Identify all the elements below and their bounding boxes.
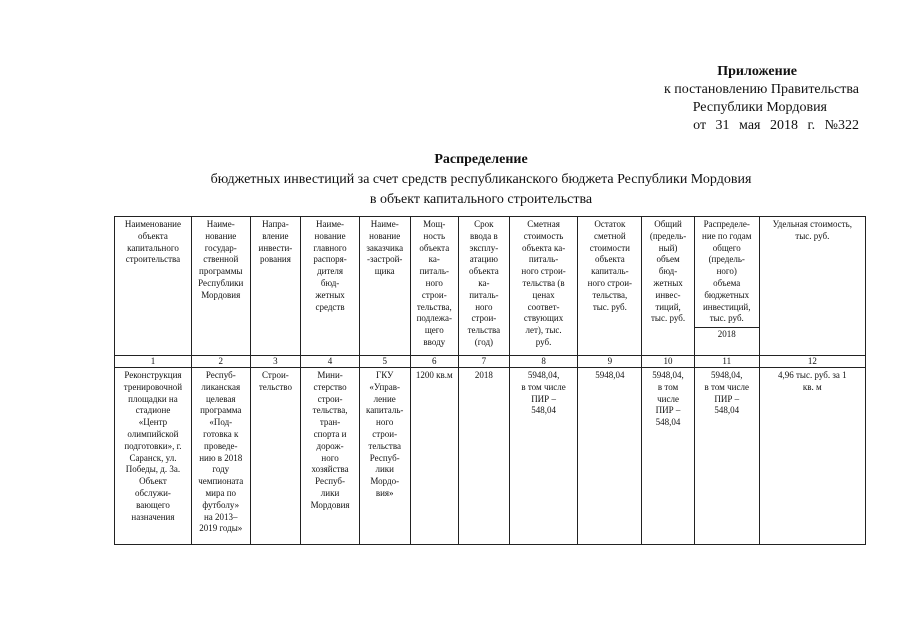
header-cell-10	[642, 217, 695, 356]
cell-line: Реконструкция	[124, 370, 182, 380]
cell-line: тыс. руб.	[651, 313, 686, 324]
cell-line: (год)	[474, 336, 494, 347]
cell-line: Удельная стоимость,	[772, 219, 852, 229]
cell-line: нование	[314, 230, 346, 241]
cell-line: -застрой-	[367, 254, 403, 265]
header-cell-8	[509, 217, 578, 356]
data-cell-3	[250, 368, 301, 545]
cell-line: Распределе-	[703, 219, 750, 229]
data-cell-1	[115, 368, 192, 545]
cell-line: Саранск, ул.	[129, 452, 177, 463]
cell-line: бюджетных	[704, 289, 750, 300]
cell-line: Мини-	[317, 370, 343, 380]
cell-line: ного строи-	[587, 277, 633, 288]
cell-line: мира по	[205, 487, 237, 498]
cell-line: тран-	[319, 417, 341, 428]
cell-line: «Центр	[138, 417, 168, 428]
cell-line: площадки на	[128, 393, 178, 404]
header-cell-5	[359, 217, 410, 356]
table-number-row	[115, 356, 866, 368]
cell-line: 548,04	[531, 405, 556, 416]
cell-line: сметной	[593, 230, 626, 241]
cell-line: 548,04	[714, 405, 740, 416]
cell-line: тельства (в	[522, 277, 565, 288]
cell-line: вводу	[423, 336, 446, 347]
cell-line: году	[212, 464, 230, 475]
cell-line: тыс. руб.	[592, 301, 627, 312]
cell-line: тыс. руб.	[795, 230, 830, 241]
cell-line: Респуб-	[369, 452, 400, 463]
cell-line: объекта	[594, 254, 625, 265]
cell-line: тельства,	[592, 289, 628, 300]
cell-line: вия»	[375, 487, 394, 498]
cell-line: ПИР –	[655, 405, 681, 416]
cell-line: Наиме-	[370, 219, 399, 229]
cell-line: стоимость	[523, 230, 564, 241]
cell-line: числе	[657, 393, 679, 404]
cell-line: Срок	[474, 219, 494, 229]
distribution-table	[114, 216, 866, 545]
cell-line: нование	[205, 230, 237, 241]
cell-line: ного	[321, 452, 339, 463]
cell-line: объем	[656, 254, 680, 265]
cell-line: футболу»	[202, 499, 240, 510]
column-number-2: 2	[191, 356, 250, 368]
cell-line: Наиме-	[316, 219, 345, 229]
cell-line: строи-	[372, 428, 398, 439]
table-row	[115, 368, 866, 545]
cell-line: государ-	[204, 242, 237, 253]
cell-line: Строи-	[262, 370, 289, 380]
cell-line: Мордовия	[201, 289, 241, 300]
cell-line: тельства,	[312, 405, 348, 416]
cell-line: Сметная	[527, 219, 560, 229]
appendix-title: Приложение	[717, 64, 797, 79]
cell-line: в том числе	[521, 381, 566, 392]
column-number-12: 12	[759, 356, 865, 368]
title-main: Распределение	[434, 152, 528, 167]
cell-line: Объект	[139, 476, 167, 487]
cell-line: вающего	[136, 499, 170, 510]
cell-line: вление	[262, 230, 289, 241]
cell-line: 5948,04,	[710, 370, 743, 380]
column-number-7: 7	[459, 356, 510, 368]
cell-line: тыс. руб.	[709, 313, 744, 324]
cell-line: дорож-	[316, 440, 344, 451]
cell-line: ка-	[428, 254, 440, 265]
cell-line: 548,04	[655, 417, 681, 428]
cell-line: атацию	[469, 254, 498, 265]
year-subheader: 2018	[695, 327, 759, 341]
cell-line: питаль-	[528, 254, 559, 265]
cell-line: ного	[475, 301, 493, 312]
cell-line: питаль-	[469, 289, 499, 300]
cell-line: капиталь-	[365, 405, 404, 416]
cell-line: подлежа-	[416, 313, 452, 324]
cell-line: ликанская	[201, 381, 241, 392]
header-cell-7	[459, 217, 510, 356]
cell-line: «Под-	[209, 417, 233, 428]
cell-line: ного	[425, 277, 443, 288]
column-number-6: 6	[410, 356, 459, 368]
cell-line: ценах	[532, 289, 555, 300]
cell-line: капитального	[127, 242, 179, 253]
cell-line: строи-	[471, 313, 497, 324]
cell-line: нование	[369, 230, 401, 241]
cell-line: тельства	[467, 325, 501, 336]
column-number-11: 11	[694, 356, 759, 368]
cell-line: лики	[375, 464, 394, 475]
header-cell-6	[410, 217, 459, 356]
cell-line: распоря-	[313, 254, 347, 265]
cell-line: эксплу-	[469, 242, 499, 253]
cell-line: ПИР –	[714, 393, 740, 404]
cell-line: стадионе	[135, 405, 171, 416]
cell-line: руб.	[535, 336, 552, 347]
cell-line: ность	[423, 230, 446, 241]
cell-line: обслужи-	[134, 487, 171, 498]
cell-line: подготовки», г.	[124, 440, 182, 451]
cell-line: объема	[713, 277, 741, 288]
header-cell-11	[694, 217, 759, 356]
data-cell-11	[694, 368, 759, 545]
cell-line: тельства,	[416, 301, 452, 312]
cell-line: лет), тыс.	[525, 325, 562, 336]
cell-line: жетных	[653, 277, 683, 288]
cell-line: (предель-	[649, 230, 687, 241]
cell-line: ПИР –	[531, 393, 556, 404]
data-cell-2	[191, 368, 250, 545]
date-number-line: от 31 мая 2018 г. №322	[693, 118, 859, 133]
header-cell-1	[115, 217, 192, 356]
cell-line: жетных	[315, 289, 345, 300]
cell-line: «Управ-	[369, 381, 401, 392]
cell-line: средств	[315, 301, 345, 312]
cell-line: объекта	[138, 230, 168, 241]
document-title	[0, 150, 905, 210]
cell-line: стоимости	[589, 242, 630, 253]
cell-line: щика	[374, 266, 395, 277]
cell-line: ного	[376, 417, 394, 428]
header-cell-3	[250, 217, 301, 356]
decree-line: к постановлению Правительства	[663, 82, 859, 97]
cell-line: 5948,04	[595, 370, 625, 380]
header-cell-12	[759, 217, 865, 356]
header-cell-4	[301, 217, 360, 356]
column-number-3: 3	[250, 356, 301, 368]
cell-line: ввода в	[469, 230, 498, 241]
title-line-3: в объект капитального строительства	[369, 192, 593, 207]
data-cell-6	[410, 368, 459, 545]
header-cell-2	[191, 217, 250, 356]
cell-line: спорта и	[313, 428, 347, 439]
table-header-row	[115, 217, 866, 356]
cell-line: ствующих	[523, 313, 564, 324]
cell-line: 1200 кв.м	[415, 370, 453, 380]
column-number-8: 8	[509, 356, 578, 368]
appendix-header	[664, 63, 859, 135]
cell-line: программа	[200, 405, 242, 416]
cell-line: питаль-	[419, 266, 449, 277]
data-cell-9	[578, 368, 642, 545]
cell-line: программы	[199, 266, 243, 277]
cell-line: готовка к	[203, 428, 239, 439]
column-number-4: 4	[301, 356, 360, 368]
cell-line: в том	[657, 381, 679, 392]
cell-line: назначения	[131, 511, 175, 522]
column-number-9: 9	[578, 356, 642, 368]
cell-line: олимпийской	[127, 428, 179, 439]
cell-line: Респуб-	[315, 476, 345, 487]
cell-line: кв. м	[802, 381, 822, 392]
cell-line: Мордо-	[370, 476, 400, 487]
title-line-2: бюджетных инвестиций за счет средств республиканского бюджета Республики Мордовия	[210, 172, 752, 187]
cell-line: ние по годам	[702, 230, 752, 241]
data-cell-8	[509, 368, 578, 545]
cell-line: щего	[424, 325, 444, 336]
data-cell-4	[301, 368, 360, 545]
cell-line: бюд-	[320, 277, 340, 288]
cell-line: ление	[373, 393, 396, 404]
header-cell-9	[578, 217, 642, 356]
cell-line: на 2013–	[203, 511, 238, 522]
cell-line: 2019 годы»	[199, 523, 243, 534]
cell-line: Общий	[654, 219, 682, 229]
column-number-10: 10	[642, 356, 695, 368]
data-cell-12	[759, 368, 865, 545]
cell-line: Респуб-	[205, 370, 236, 380]
cell-line: в том числе	[704, 381, 749, 392]
cell-line: дителя	[317, 266, 344, 277]
cell-line: Мордовия	[310, 499, 350, 510]
cell-line: строительства	[125, 254, 181, 265]
cell-line: целевая	[205, 393, 236, 404]
cell-line: Мощ-	[423, 219, 446, 229]
cell-line: (предель-	[708, 254, 745, 265]
cell-line: строи-	[421, 289, 447, 300]
cell-line: проведе-	[204, 440, 238, 451]
cell-line: объекта	[419, 242, 450, 253]
column-number-5: 5	[359, 356, 410, 368]
republic-line: Республики Мордовия	[692, 100, 827, 115]
data-cell-5	[359, 368, 410, 545]
data-cell-7	[459, 368, 510, 545]
cell-line: общего	[712, 242, 741, 253]
cell-line: 2018	[474, 370, 493, 380]
cell-line: 4,96 тыс. руб. за 1	[778, 370, 847, 380]
cell-line: инвестиций,	[702, 301, 751, 312]
cell-line: Наименование	[124, 219, 181, 229]
cell-line: ка-	[478, 277, 490, 288]
cell-line: ного строи-	[521, 266, 566, 277]
cell-line: Победы, д. 3а.	[125, 464, 181, 475]
cell-line: объекта	[468, 266, 499, 277]
cell-line: 5948,04,	[527, 370, 560, 380]
column-number-1: 1	[115, 356, 192, 368]
cell-line: Напра-	[262, 219, 289, 229]
cell-line: ного)	[716, 266, 737, 277]
cell-line: Остаток	[594, 219, 626, 229]
cell-line: тиций,	[655, 301, 681, 312]
cell-line: чемпионата	[198, 476, 244, 487]
data-cell-10	[642, 368, 695, 545]
cell-line: инвес-	[655, 289, 681, 300]
cell-line: инвести-	[258, 242, 293, 253]
cell-line: капиталь-	[591, 266, 629, 277]
cell-line: ный)	[658, 242, 678, 253]
cell-line: заказчика	[366, 242, 404, 253]
cell-line: ГКУ	[376, 370, 394, 380]
cell-line: главного	[313, 242, 347, 253]
cell-line: бюд-	[658, 266, 678, 277]
cell-line: хозяйства	[311, 464, 349, 475]
cell-line: тренировочной	[123, 381, 183, 392]
cell-line: нию в 2018	[199, 452, 243, 463]
cell-line: объекта ка-	[521, 242, 566, 253]
cell-line: соответ-	[527, 301, 560, 312]
cell-line: 5948,04,	[652, 370, 684, 380]
cell-line: тельство	[258, 381, 292, 392]
cell-line: лики	[320, 487, 340, 498]
cell-line: Республики	[198, 277, 244, 288]
cell-line: тельства	[368, 440, 401, 451]
cell-line: рования	[259, 254, 291, 265]
cell-line: стерство	[313, 381, 347, 392]
cell-line: ственной	[203, 254, 239, 265]
cell-line: Наиме-	[206, 219, 235, 229]
cell-line: строи-	[317, 393, 343, 404]
